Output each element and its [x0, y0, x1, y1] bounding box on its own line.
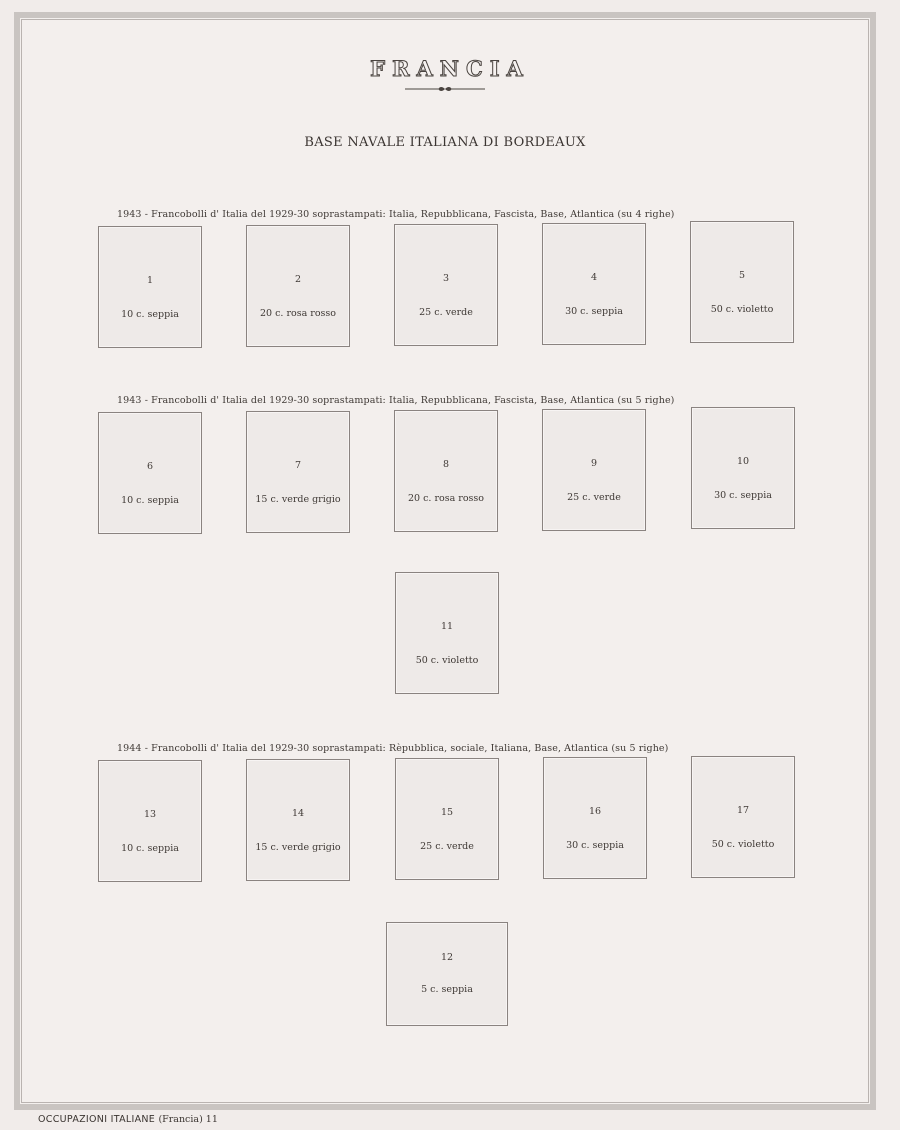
section-caption: 1943 - Francobolli d' Italia del 1929-30 soprastampati: Italia, Repubblicana, Fascista, Base, Atlantica (su 4 righe) — [117, 209, 675, 220]
stamp-slot — [395, 758, 499, 880]
stamp-description: 30 c. seppia — [714, 489, 772, 501]
stamp-description: 15 c. verde grigio — [255, 841, 341, 853]
stamp-description: 15 c. verde grigio — [255, 493, 341, 505]
section-caption: 1944 - Francobolli d' Italia del 1929-30 soprastampati: Rèpubblica, sociale, Italiana, Base, Atlantica (su 5 righe) — [117, 743, 669, 754]
stamp-description: 5 c. seppia — [421, 984, 473, 996]
stamp-number: 13 — [143, 809, 157, 820]
stamp-slot — [246, 411, 350, 533]
stamp-description: 10 c. seppia — [121, 842, 179, 854]
stamp-description: 20 c. rosa rosso — [259, 307, 337, 319]
stamp-number: 5 — [738, 270, 746, 281]
stamp-number: 1 — [146, 275, 154, 286]
footer-label: OCCUPAZIONI ITALIANE — [38, 1114, 156, 1125]
stamp-description: 25 c. verde — [419, 306, 473, 318]
stamp-number: 15 — [440, 807, 454, 818]
stamp-slot — [98, 226, 202, 348]
stamp-description: 10 c. seppia — [121, 494, 179, 506]
section-caption: 1943 - Francobolli d' Italia del 1929-30 soprastampati: Italia, Repubblicana, Fascista, Base, Atlantica (su 5 righe) — [117, 395, 675, 406]
stamp-slot — [386, 922, 508, 1026]
stamp-number: 4 — [590, 272, 598, 283]
stamp-slot — [395, 572, 499, 694]
stamp-number: 6 — [146, 461, 154, 472]
stamp-slot — [691, 756, 795, 878]
stamp-number: 16 — [588, 806, 602, 817]
stamp-slot — [690, 221, 794, 343]
stamp-slot — [394, 410, 498, 532]
stamp-number: 14 — [291, 808, 305, 819]
stamp-slot — [246, 225, 350, 347]
stamp-number: 9 — [590, 458, 598, 469]
stamp-description: 25 c. verde — [420, 840, 474, 852]
footer-page-ref: (Francia) 11 — [158, 1114, 218, 1125]
stamp-slot — [98, 760, 202, 882]
stamp-description: 25 c. verde — [567, 491, 621, 503]
stamp-description: 50 c. violetto — [415, 654, 479, 666]
stamp-slot — [98, 412, 202, 534]
title-ornament — [405, 85, 485, 93]
stamp-number: 3 — [442, 273, 450, 284]
stamp-slot — [394, 224, 498, 346]
stamp-slot — [542, 409, 646, 531]
stamp-description: 50 c. violetto — [710, 303, 774, 315]
stamp-description: 20 c. rosa rosso — [407, 492, 485, 504]
stamp-number: 17 — [736, 805, 750, 816]
page-footer — [38, 1114, 218, 1125]
stamp-number: 7 — [294, 460, 302, 471]
stamp-description: 50 c. violetto — [711, 838, 775, 850]
stamp-number: 11 — [440, 621, 454, 632]
stamp-number: 12 — [440, 951, 454, 963]
stamp-number: 10 — [736, 456, 750, 467]
stamp-description: 30 c. seppia — [566, 839, 624, 851]
stamp-slot — [691, 407, 795, 529]
stamp-description: 30 c. seppia — [565, 305, 623, 317]
stamp-description: 10 c. seppia — [121, 308, 179, 320]
stamp-number: 8 — [442, 459, 450, 470]
page-title: FRANCIA — [370, 56, 530, 81]
stamp-slot — [542, 223, 646, 345]
stamp-slot — [543, 757, 647, 879]
page-subtitle: BASE NAVALE ITALIANA DI BORDEAUX — [304, 135, 586, 150]
stamp-slot — [246, 759, 350, 881]
stamp-number: 2 — [294, 274, 302, 285]
